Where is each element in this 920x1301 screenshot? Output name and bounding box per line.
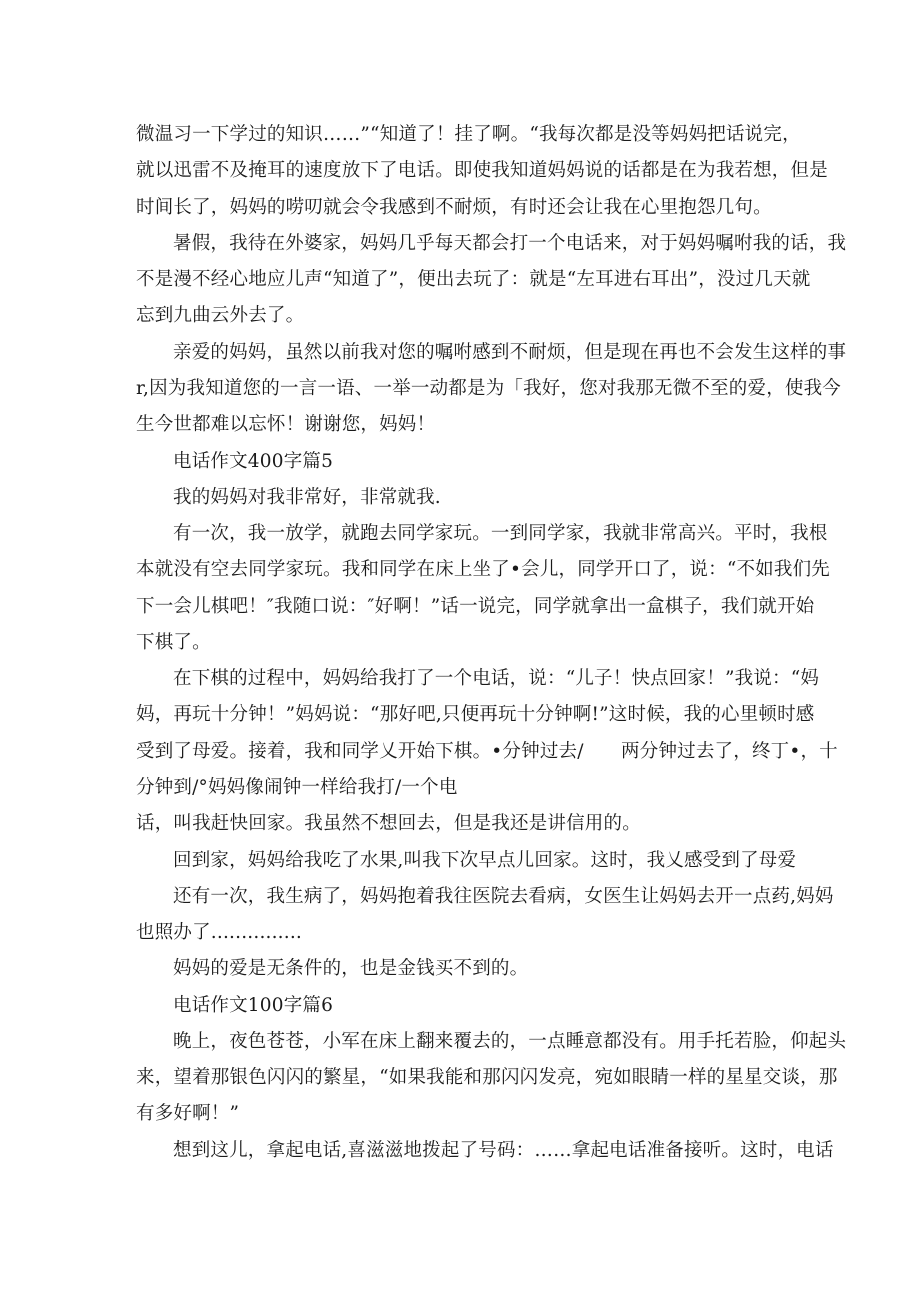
text-line: 微温习一下学过的知识……”“知道了！挂了啊。“我每次都是没等妈妈把话说完， bbox=[136, 124, 801, 145]
paragraph-start: 晚上，夜色苍苍，小军在床上翻来覆去的，一点睡意都没有。用手托若脸，仰起头 bbox=[173, 1031, 847, 1052]
text-line: 忘到九曲云外去了。 bbox=[136, 305, 305, 326]
text-line: 话，叫我赶快回家。我虽然不想回去，但是我还是讲信用的。 bbox=[136, 813, 641, 834]
text-line: 生今世都难以忘怀！谢谢您，妈妈！ bbox=[136, 414, 436, 435]
paragraph-start: 回到家，妈妈给我吃了水果,叫我下次早点儿回家。这时，我乂感受到了母爱 bbox=[173, 850, 797, 871]
section-heading: 电话作文400字篇5 bbox=[173, 451, 334, 472]
text-line: 就以迅雷不及掩耳的速度放下了电话。即使我知道妈妈说的话都是在为我若想，但是 bbox=[136, 160, 828, 181]
text-line: 下棋了。 bbox=[136, 632, 211, 653]
text-line: 分钟到/°妈妈像闹钟一样给我打/一个电 bbox=[136, 777, 458, 798]
paragraph-start: 暑假，我待在外婆家，妈妈几乎每天都会打一个电话来，对于妈妈嘱咐我的话，我 bbox=[173, 233, 847, 254]
paragraph-start: 有一次，我一放学，就跑去同学家玩。一到同学家，我就非常高兴。平时，我根 bbox=[173, 523, 828, 544]
section-heading: 电话作文100字篇6 bbox=[173, 995, 334, 1016]
paragraph-start: 想到这儿，拿起电话,喜滋滋地拨起了号码：……拿起电话准备接听。这时，电话 bbox=[173, 1140, 834, 1161]
paragraph-start: 妈妈的爱是无条件的，也是金钱买不到的。 bbox=[173, 958, 529, 979]
text-line: 来，望着那银色闪闪的繁星，“如果我能和那闪闪发亮，宛如眼睛一样的星星交谈，那 bbox=[136, 1067, 838, 1088]
text-line: 不是漫不经心地应儿声“知道了”，便出去玩了：就是“左耳进右耳出”，没过几天就 bbox=[136, 269, 811, 290]
text-line: 本就没有空去同学家玩。我和同学在床上坐了•会儿，同学开口了，说：“不如我们先 bbox=[136, 559, 830, 580]
text-line: 也照办了............... bbox=[136, 922, 303, 943]
paragraph-start: 在下棋的过程中，妈妈给我打了一个电话，说：“儿子！快点回家！”我说：“妈 bbox=[173, 668, 820, 689]
text-line: 受到了母爱。接着，我和同学乂开始下棋。•分钟过去/ 两分钟过去了，终丁•，十 bbox=[136, 741, 838, 762]
paragraph-start: 亲爱的妈妈，虽然以前我对您的嘱咐感到不耐烦，但是现在再也不会发生这样的事 bbox=[173, 342, 847, 363]
paragraph-start: 还有一次，我生病了，妈妈抱着我往医院去看病，女医生让妈妈去开一点药,妈妈 bbox=[173, 886, 834, 907]
paragraph-start: 我的妈妈对我非常好，非常就我. bbox=[173, 487, 441, 508]
text-line: 下一会儿棋吧！″我随口说：″好啊！”话一说完，同学就拿出一盒棋子，我们就开始 bbox=[136, 596, 815, 617]
text-line: r,因为我知道您的一言一语、一举一动都是为「我好，您对我那无微不至的爱，使我今 bbox=[136, 378, 841, 399]
text-line: 妈，再玩十分钟！”妈妈说：“那好吧,只便再玩十分钟啊!”这时候，我的心里顿时感 bbox=[136, 704, 815, 725]
text-line: 有多好啊！” bbox=[136, 1103, 240, 1124]
text-line: 时间长了，妈妈的唠叨就会令我感到不耐烦，有时还会让我在心里抱怨几句。 bbox=[136, 197, 772, 218]
